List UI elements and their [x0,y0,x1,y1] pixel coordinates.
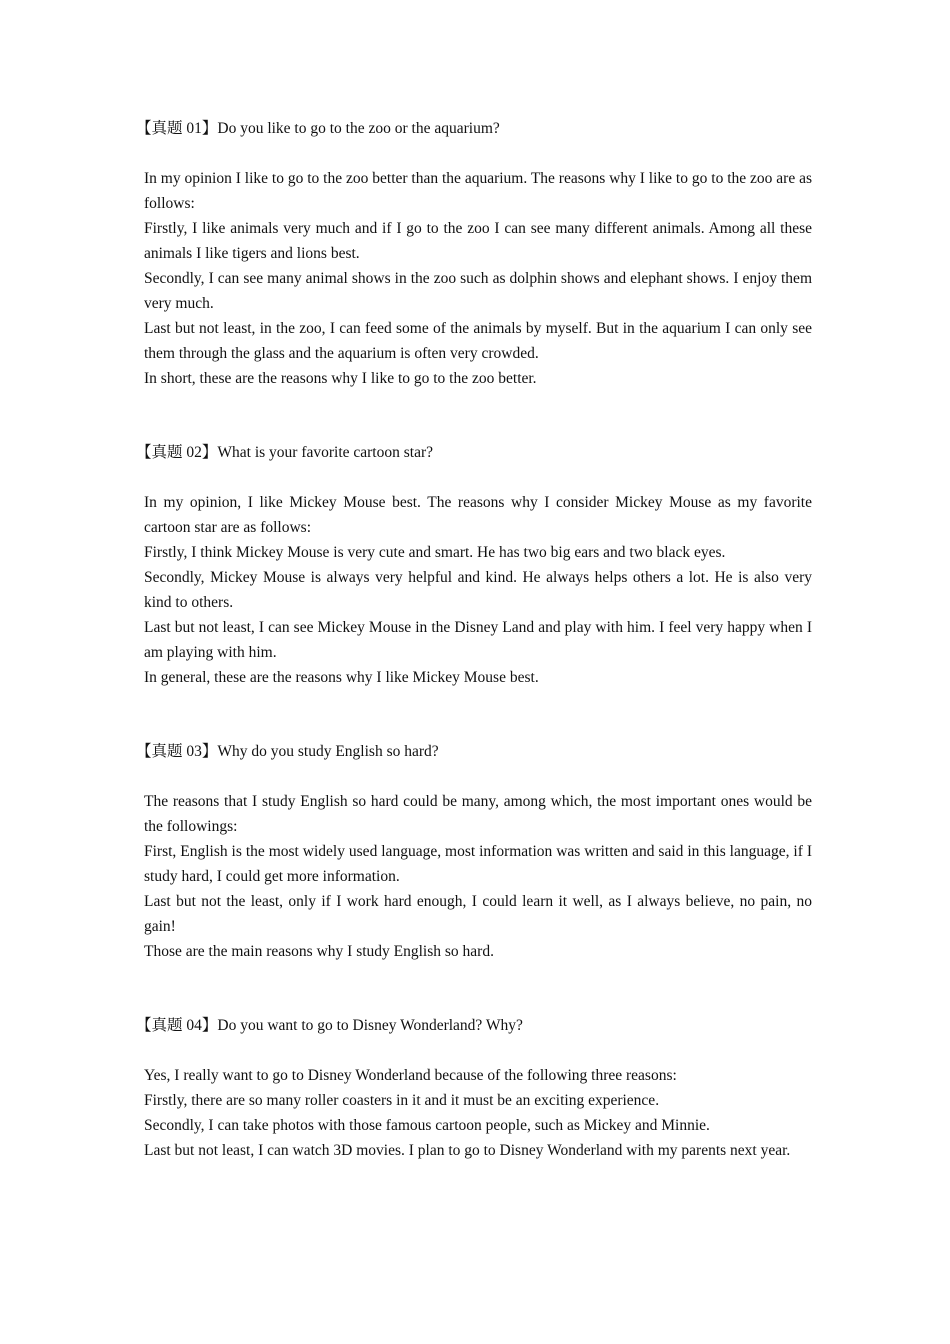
answer-paragraph: The reasons that I study English so hard could be many, among which, the most important ones would be the followings: [144,793,812,835]
question-title: 【真题 01】Do you like to go to the zoo or the aquarium? [136,120,500,137]
question-title: 【真题 03】Why do you study English so hard? [136,743,439,760]
question-section-03 [136,739,812,964]
answer-paragraph: In short, these are the reasons why I like to go to the zoo better. [144,370,537,387]
question-title: 【真题 02】What is your favorite cartoon star? [136,444,433,461]
answer-paragraph: Last but not the least, only if I work hard enough, I could learn it well, as I always believe, no pain, no gain! [144,893,812,935]
document-page [136,116,812,1163]
answer-paragraph: Last but not least, in the zoo, I can feed some of the animals by myself. But in the aquarium I can only see them through the glass and the aquarium is often very crowded. [144,320,812,362]
section-gap [144,690,812,739]
answer-paragraph: Last but not least, I can see Mickey Mouse in the Disney Land and play with him. I feel very happy when I am playing with him. [144,619,812,661]
section-gap [144,964,812,1013]
question-title: 【真题 04】Do you want to go to Disney Wonderland? Why? [136,1017,523,1034]
question-section-04 [136,1013,812,1163]
answer-paragraph: Firstly, I think Mickey Mouse is very cute and smart. He has two big ears and two black eyes. [144,544,726,561]
answer-paragraph: Yes, I really want to go to Disney Wonderland because of the following three reasons: [144,1067,677,1084]
answer-paragraph: First, English is the most widely used language, most information was written and said in this language, if I study hard, I could get more information. [144,843,812,885]
answer-paragraph: In my opinion I like to go to the zoo better than the aquarium. The reasons why I like to go to the zoo are as follows: [144,170,812,212]
answer-paragraph: Firstly, I like animals very much and if I go to the zoo I can see many different animals. Among all these animals I like tigers and lions best. [144,220,812,262]
question-section-02 [136,440,812,690]
answer-paragraph: In general, these are the reasons why I like Mickey Mouse best. [144,669,539,686]
answer-paragraph: Firstly, there are so many roller coasters in it and it must be an exciting experience. [144,1092,660,1109]
section-gap [144,391,812,440]
answer-paragraph: Last but not least, I can watch 3D movies. I plan to go to Disney Wonderland with my parents next year. [144,1142,791,1159]
question-section-01 [136,116,812,391]
answer-paragraph: Secondly, Mickey Mouse is always very helpful and kind. He always helps others a lot. He is also very kind to others. [144,569,812,611]
answer-paragraph: In my opinion, I like Mickey Mouse best. The reasons why I consider Mickey Mouse as my favorite cartoon star are as follows: [144,494,812,536]
answer-paragraph: Those are the main reasons why I study English so hard. [144,943,494,960]
answer-paragraph: Secondly, I can take photos with those famous cartoon people, such as Mickey and Minnie. [144,1117,710,1134]
answer-paragraph: Secondly, I can see many animal shows in the zoo such as dolphin shows and elephant shows. I enjoy them very much. [144,270,812,312]
